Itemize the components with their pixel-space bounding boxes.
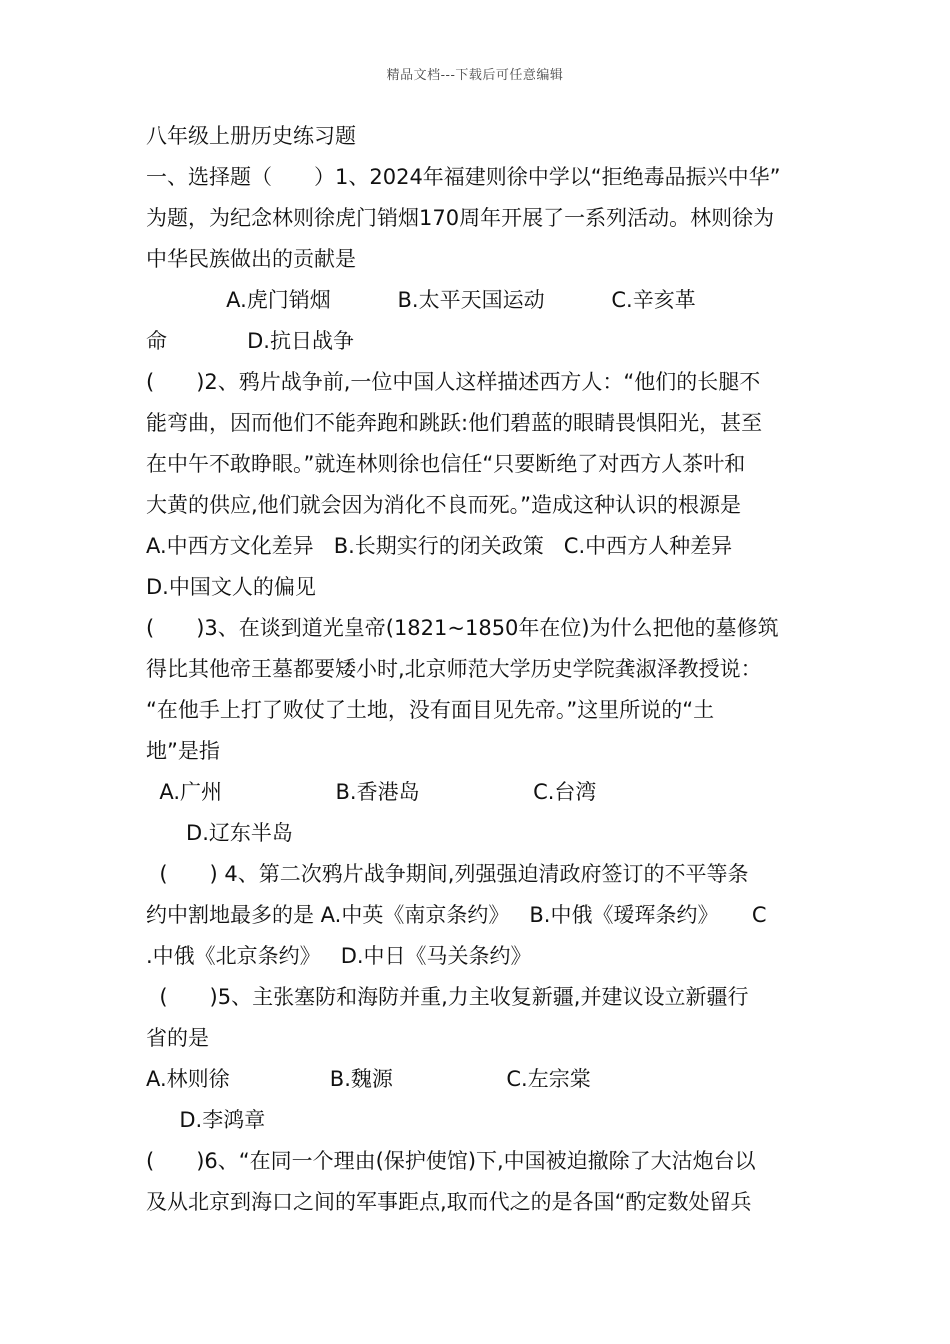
text-line: 一、选择题（ ）1、2024年福建则徐中学以“拒绝毒品振兴中华” — [146, 165, 781, 189]
text-line: D.中国文人的偏见 — [146, 575, 316, 599]
text-line: A.中西方文化差异 B.长期实行的闭关政策 C.中西方人种差异 — [146, 534, 733, 558]
text-line: 得比其他帝王墓都要矮小时,北京师范大学历史学院龚淑泽教授说： — [146, 657, 762, 681]
text-line: 地”是指 — [146, 739, 220, 763]
text-line: D.辽东半岛 — [146, 821, 293, 845]
text-line: A.虎门销烟 B.太平天国运动 C.辛亥革 — [146, 288, 696, 312]
text-line: A.广州 B.香港岛 C.台湾 — [146, 780, 597, 804]
text-line: 命 D.抗日战争 — [146, 329, 354, 353]
text-line: D.李鸿章 — [146, 1108, 266, 1132]
text-line: A.林则徐 B.魏源 C.左宗棠 — [146, 1067, 591, 1091]
text-line: ( )2、鸦片战争前,一位中国人这样描述西方人：“他们的长腿不 — [146, 370, 761, 394]
page-header: 精品文档---下载后可任意编辑 — [386, 68, 564, 83]
text-line: “在他手上打了败仗了土地，没有面目见先帝。”这里所说的“土 — [146, 698, 715, 722]
text-line: 能弯曲，因而他们不能奔跑和跳跃:他们碧蓝的眼睛畏惧阳光，甚至 — [146, 411, 763, 435]
text-line: 为题，为纪念林则徐虎门销烟170周年开展了一系列活动。林则徐为 — [146, 206, 775, 230]
text-line: ( )6、“在同一个理由(保护使馆)下,中国被迫撤除了大沽炮台以 — [146, 1149, 756, 1173]
text-line: 中华民族做出的贡献是 — [146, 247, 356, 271]
text-line: 大黄的供应,他们就会因为消化不良而死。”造成这种认识的根源是 — [146, 493, 742, 517]
document-title: 八年级上册历史练习题 — [146, 124, 356, 148]
document-body — [146, 116, 808, 1223]
text-line: ( )3、在谈到道光皇帝(1821~1850年在位)为什么把他的墓修筑 — [146, 616, 779, 640]
text-line: 约中割地最多的是 A.中英《南京条约》 B.中俄《瑷珲条约》 C — [146, 903, 767, 927]
text-line: 省的是 — [146, 1026, 209, 1050]
text-line: 及从北京到海口之间的军事距点,取而代之的是各国“酌定数处留兵 — [146, 1190, 752, 1214]
text-line: ( )5、主张塞防和海防并重,力主收复新疆,并建议设立新疆行 — [146, 985, 749, 1009]
text-line: 在中午不敢睁眼。”就连林则徐也信任“只要断绝了对西方人茶叶和 — [146, 452, 746, 476]
text-line: .中俄《北京条约》 D.中日《马关条约》 — [146, 944, 532, 968]
text-line: ( ) 4、第二次鸦片战争期间,列强强迫清政府签订的不平等条 — [146, 862, 749, 886]
